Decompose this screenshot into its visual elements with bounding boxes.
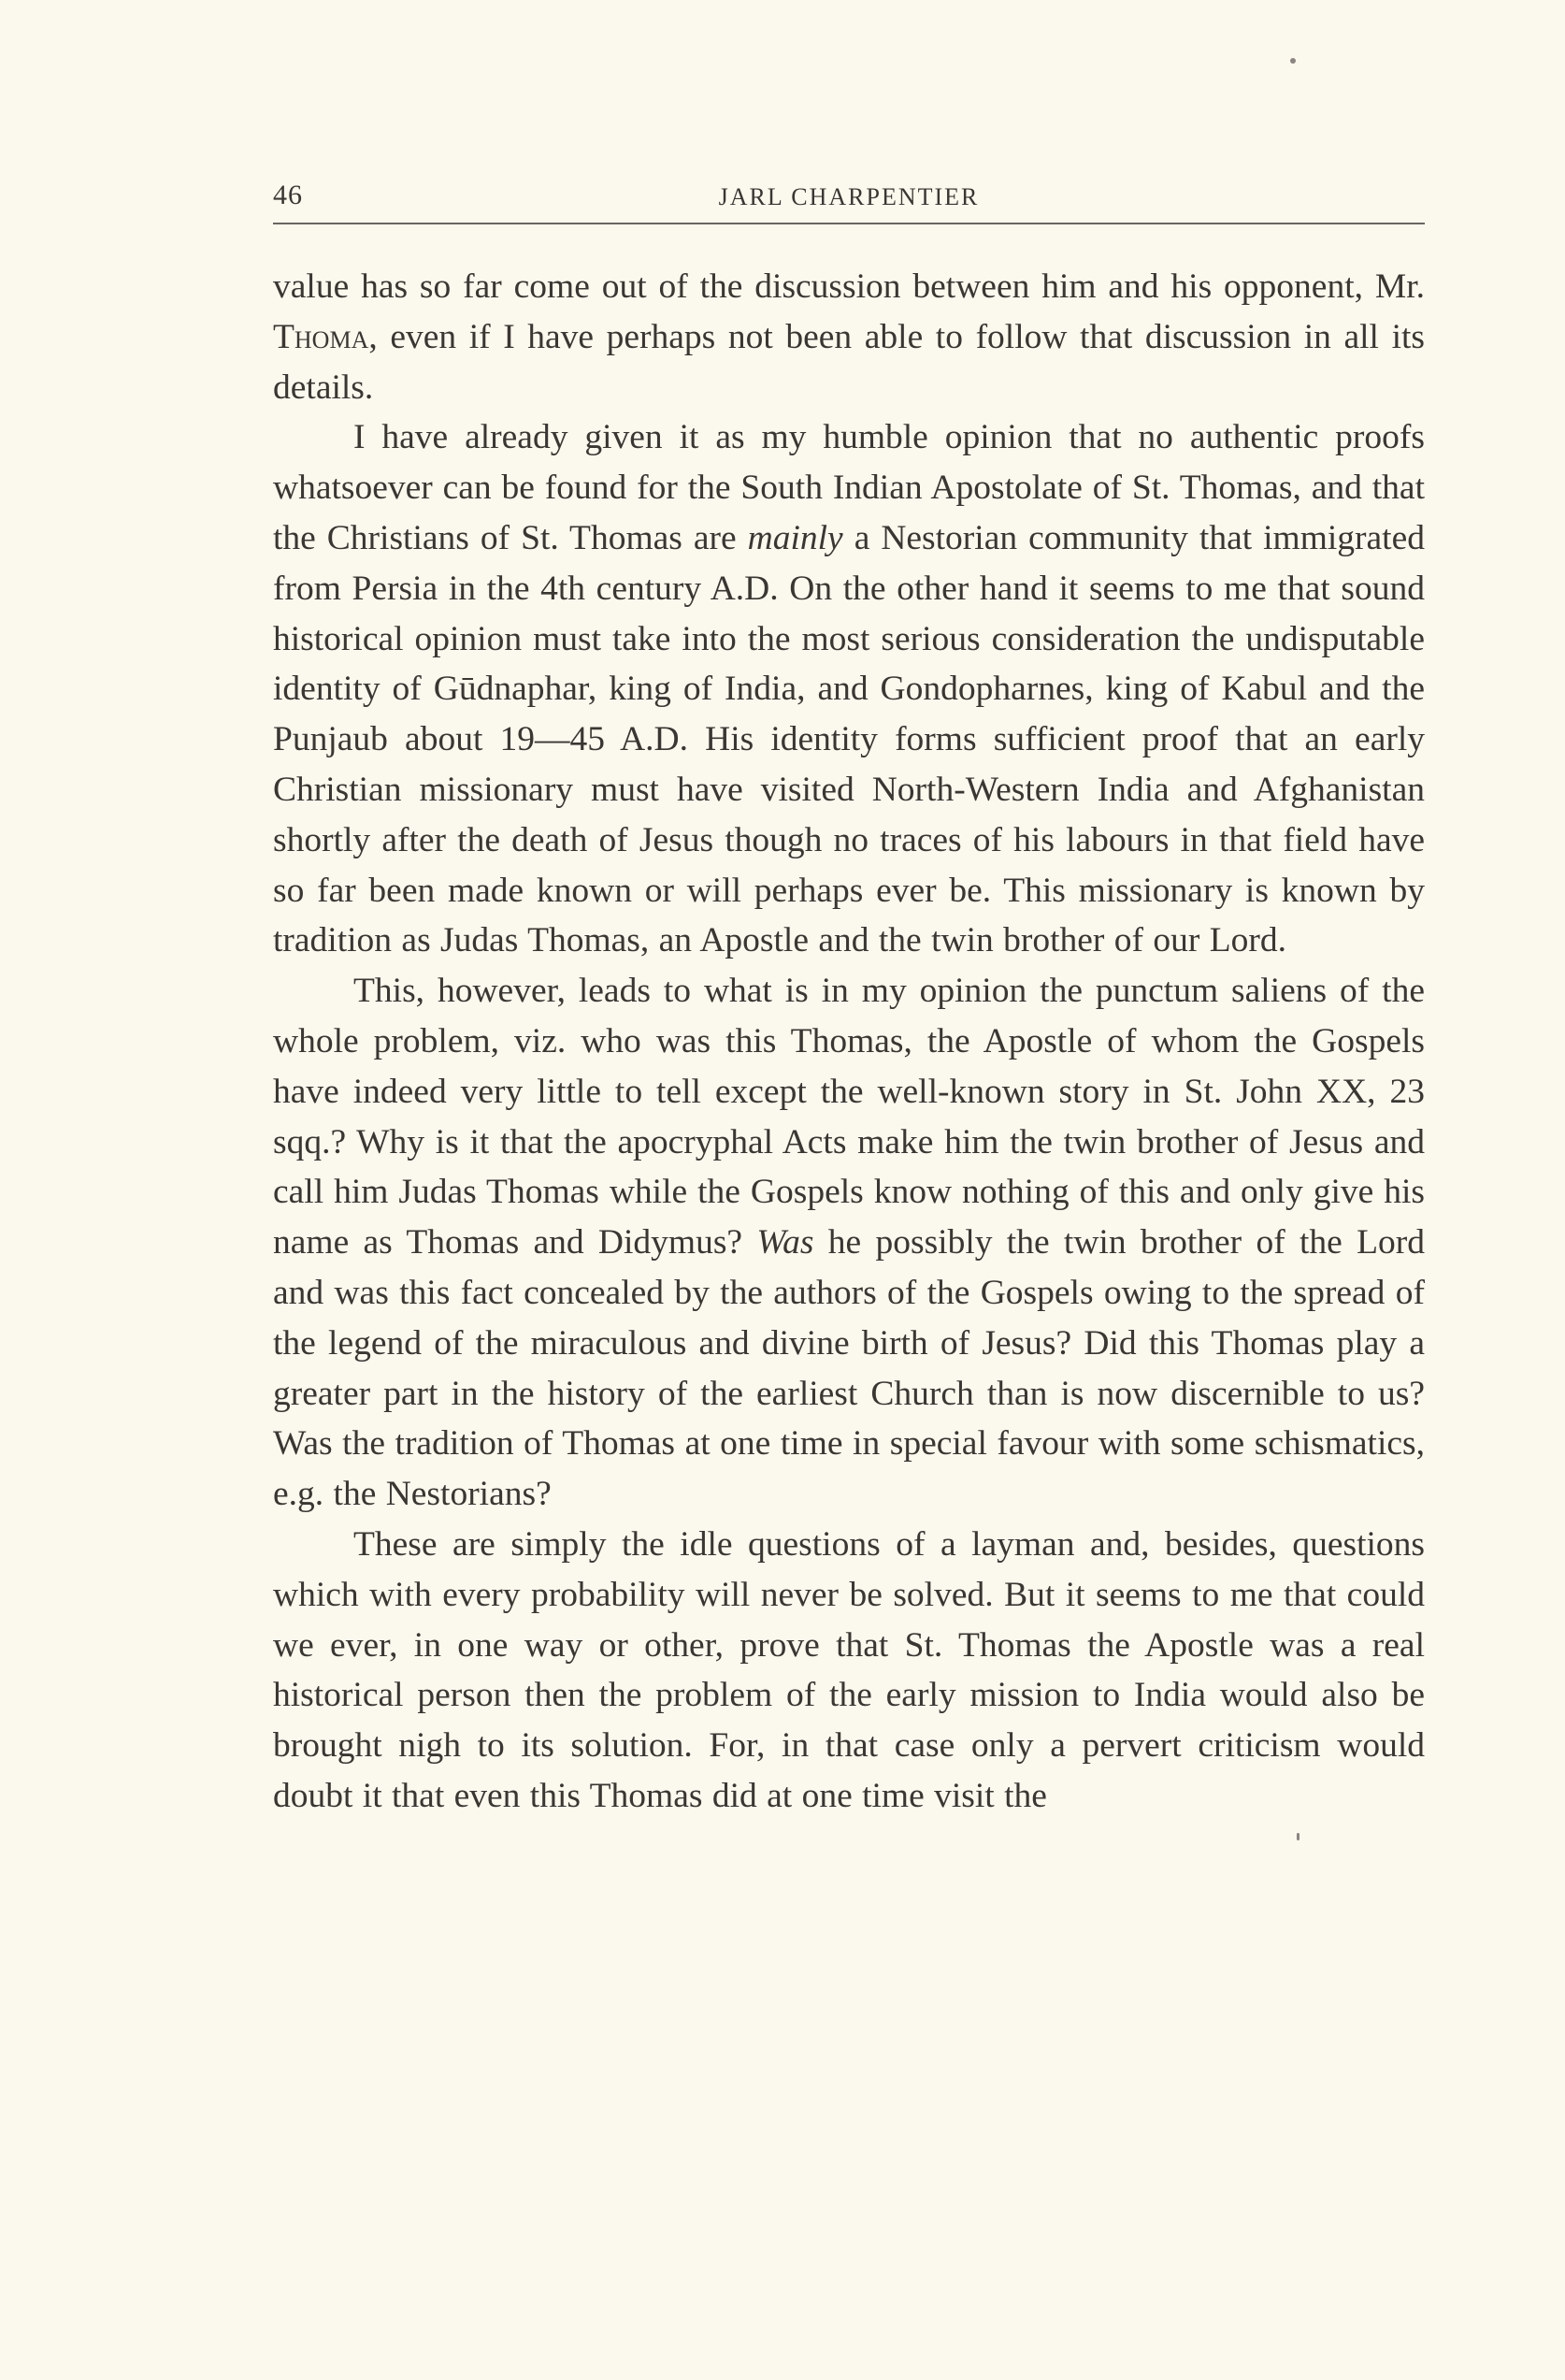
paragraph [273,412,1425,966]
text-run: a Nestorian community that immigrated from Persia in the 4th century A.D. On the other hand it seems to me that sound historical opinion must take into the most serious consideration the undisputable identity of Gūdnaphar, king of India, and Gondopharnes, king of Kabul and the Punjaub about 19—45 A.D. His identity forms sufficient proof that an early Christian missionary must have visited North-Western India and Afghanistan shortly after the death of Jesus though no traces of his labours in that field have so far been made known or will perhaps ever be. This missionary is known by tradition as Judas Thomas, an Apostle and the twin brother of our Lord. [273,518,1425,960]
paragraph [273,1520,1425,1822]
text-run: This, however, leads to what is in my opinion the punctum saliens of the whole problem, viz. who was this Thomas, the Apostle of whom the Gospels have indeed very little to tell except the well-known story in St. John XX, 23 sqq.? Why is it that the apocryphal Acts make him the twin brother of Jesus and call him Judas Thomas while the Gospels know nothing of this and only give his name as Thomas and Didymus? [273,972,1425,1262]
text-run: value has so far come out of the discussion between him and his opponent, Mr. [273,267,1425,306]
small-caps-text: Thoma [273,317,369,356]
italic-text: mainly [747,518,843,557]
paragraph [273,262,1425,412]
page-header [273,180,1425,224]
italic-text: Was [756,1223,814,1262]
text-run: I have already given it as my humble opinion that no authentic proofs whatsoever can be found for the South Indian Apostolate of St. Thomas, and that the Christians of St. Thomas are [273,418,1425,557]
paper-speck [1290,58,1296,64]
text-run: he possibly the twin brother of the Lord and was this fact concealed by the authors of the Gospels owing to the spread of the legend of the miraculous and divine birth of Jesus? Did this Thomas play a greater part in the history of the earliest Church than is now discernible to us? Was the tradition of Thomas at one time in special favour with some schismatics, e.g. the Nestorians? [273,1223,1425,1514]
running-head: JARL CHARPENTIER [718,183,980,210]
paper-speck [1297,1833,1299,1840]
body-text [273,262,1425,1822]
text-run: , even if I have perhaps not been able to follow that discussion in all its details. [273,317,1425,407]
paragraph [273,966,1425,1520]
page-number: 46 [273,180,303,210]
text-run: These are simply the idle questions of a layman and, besides, questions which with every probability will never be solved. But it seems to me that could we ever, in one way or other, prove that St. Thomas the Apostle was a real historical person then the problem of the early mission to India would also be brought nigh to its solution. For, in that case only a pervert criticism would doubt it that even this Thomas did at one time visit the [273,1524,1425,1815]
